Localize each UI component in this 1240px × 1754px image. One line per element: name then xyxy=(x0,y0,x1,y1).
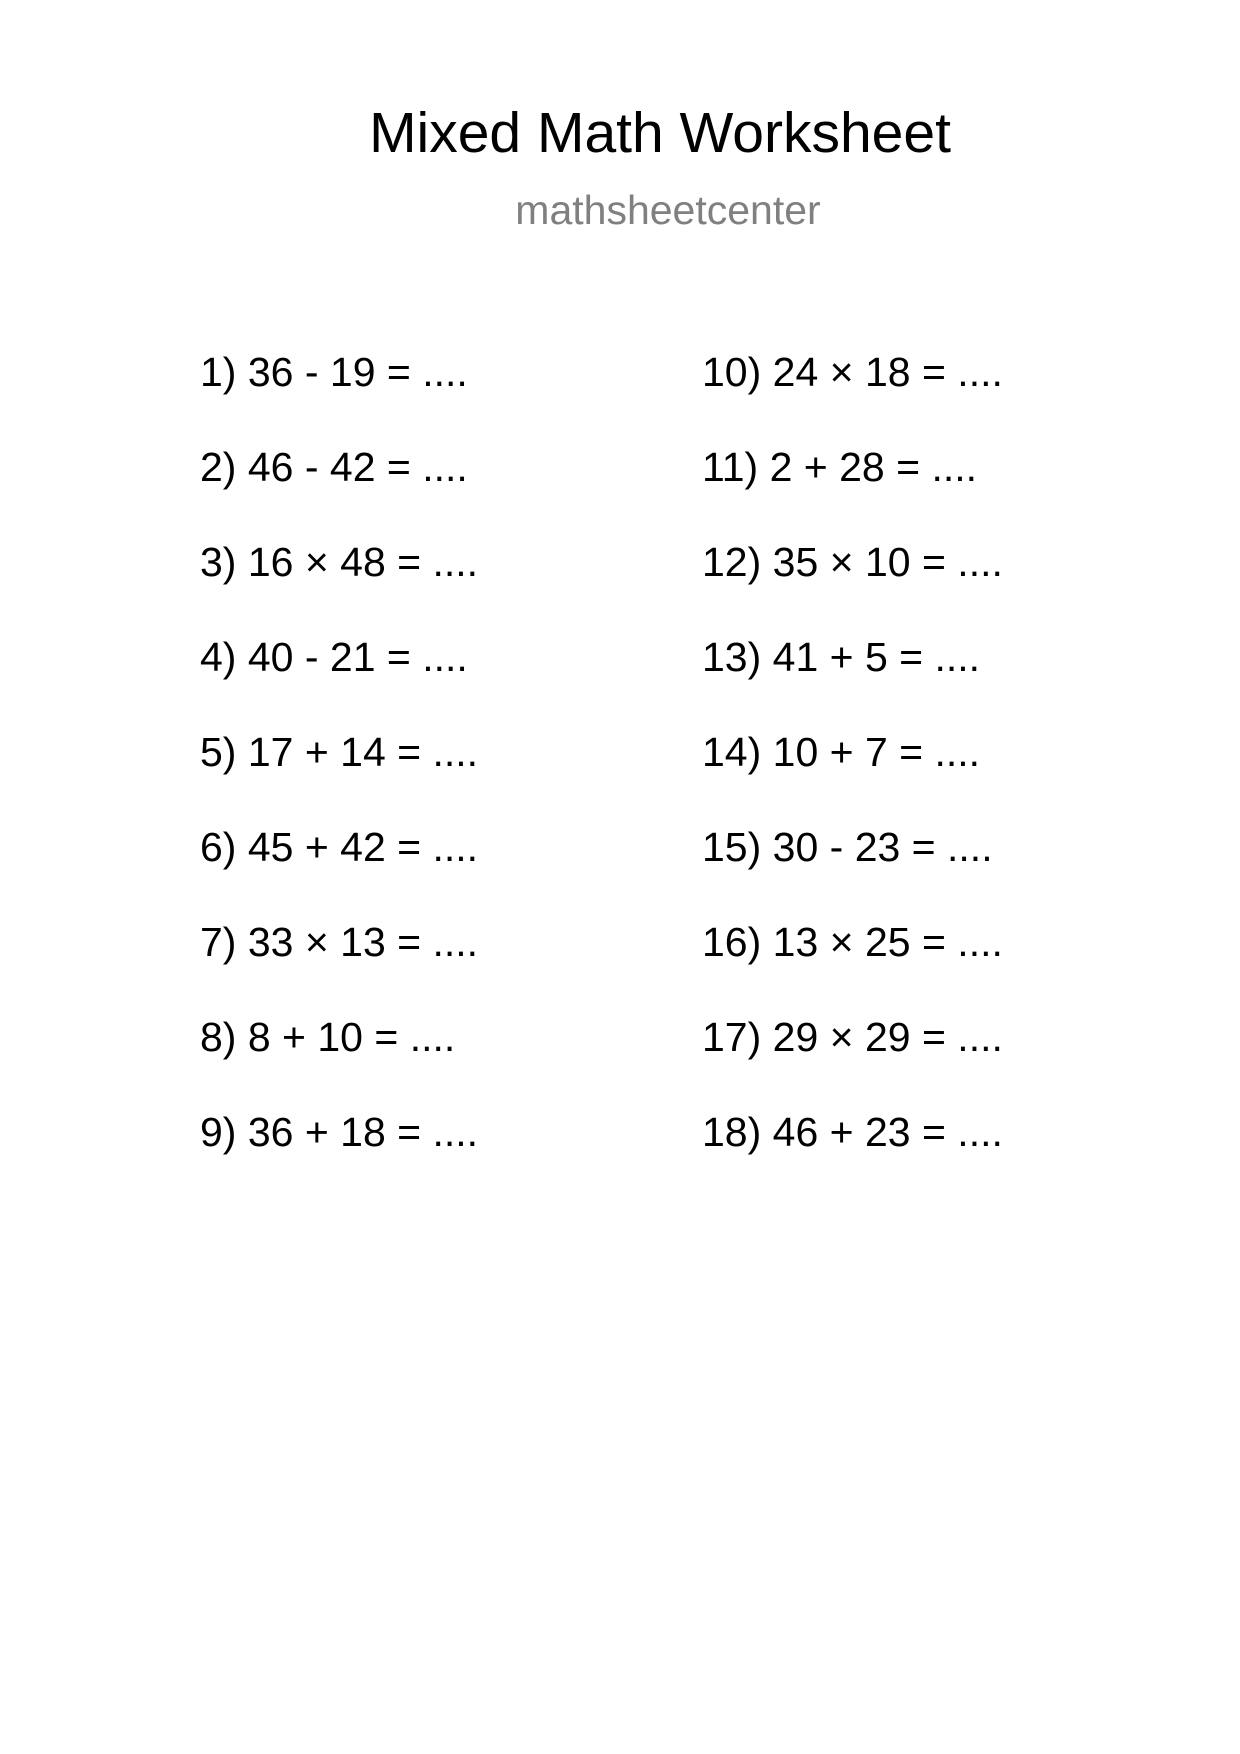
page-subtitle: mathsheetcenter xyxy=(515,187,821,233)
problem-item: 4) 40 - 21 = .... xyxy=(200,634,468,680)
problem-item: 17) 29 × 29 = .... xyxy=(702,1014,1003,1060)
problem-item: 15) 30 - 23 = .... xyxy=(702,824,993,870)
problem-item: 5) 17 + 14 = .... xyxy=(200,729,479,775)
problem-item: 3) 16 × 48 = .... xyxy=(200,539,479,585)
problem-item: 8) 8 + 10 = .... xyxy=(200,1014,456,1060)
problem-item: 2) 46 - 42 = .... xyxy=(200,444,468,490)
problem-list-left xyxy=(200,347,478,1202)
problem-item: 10) 24 × 18 = .... xyxy=(702,349,1003,395)
problem-item: 1) 36 - 19 = .... xyxy=(200,349,468,395)
problem-item: 18) 46 + 23 = .... xyxy=(702,1109,1003,1155)
problem-item: 14) 10 + 7 = .... xyxy=(702,729,981,775)
problem-item: 9) 36 + 18 = .... xyxy=(200,1109,479,1155)
page-title: Mixed Math Worksheet xyxy=(369,101,951,165)
problem-item: 16) 13 × 25 = .... xyxy=(702,919,1003,965)
problem-item: 7) 33 × 13 = .... xyxy=(200,919,479,965)
problem-item: 6) 45 + 42 = .... xyxy=(200,824,479,870)
problem-item: 11) 2 + 28 = .... xyxy=(702,444,978,490)
problem-item: 13) 41 + 5 = .... xyxy=(702,634,981,680)
problem-item: 12) 35 × 10 = .... xyxy=(702,539,1003,585)
problem-list-right xyxy=(702,347,1003,1202)
